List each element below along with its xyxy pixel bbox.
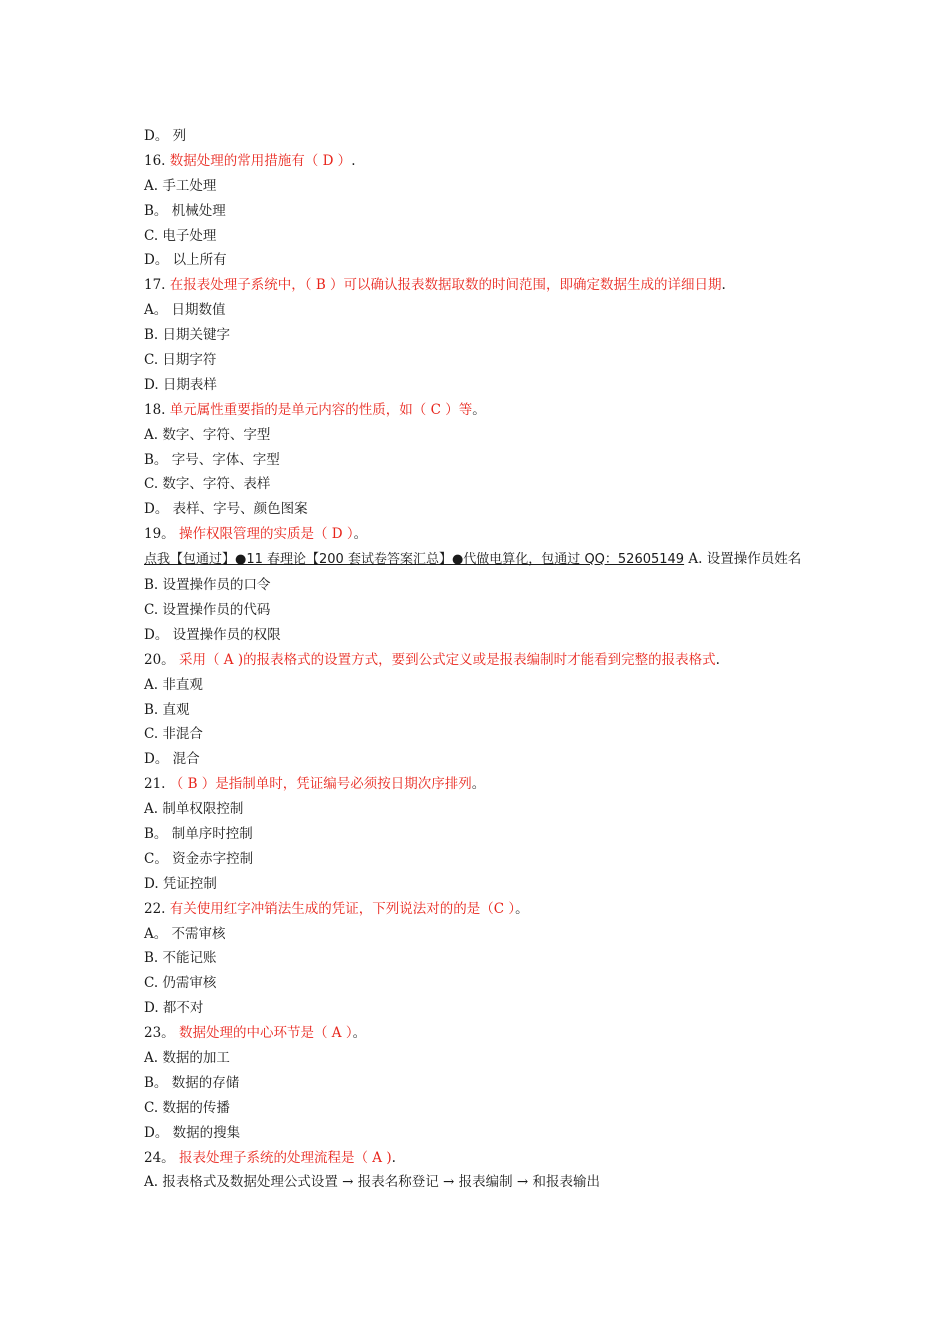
question-line [144,1146,814,1171]
question-text: 数据处理的常用措施有（ D ） [169,152,352,169]
question-number: 19。 [144,526,175,543]
question-text: 有关使用红字冲销法生成的凭证，下列说法对的的是（C ） [169,900,516,917]
option-line: C. 非混合 [144,726,203,743]
option-line: C. 仍需审核 [144,975,217,992]
option-line: A。 不需审核 [144,925,226,942]
option-line: C. 数字、字符、表样 [144,476,271,493]
option-line: D。 表样、字号、颜色图案 [144,501,308,518]
question-block-2 [144,573,814,1195]
promo-rest: A. 设置操作员姓名 [684,551,802,568]
option-line: B。 制单序时控制 [144,825,253,842]
promo-line [144,547,814,573]
question-text: 采用（ A )的报表格式的设置方式，要到公式定义或是报表编制时才能看到完整的报表格式 [178,651,716,668]
promo-link[interactable]: 点我【包通过】●11 春理论【200 套试卷答案汇总】●代做电算化，包通过 QQ：52605149 [144,552,685,568]
option-line: C. 数据的传播 [144,1099,230,1116]
question-tail: 。 [515,900,529,917]
option-line: D。 以上所有 [144,252,227,269]
option-line: D. 都不对 [144,1000,204,1017]
option-line: A. 手工处理 [144,177,217,194]
option-line: B. 设置操作员的口令 [144,577,271,594]
option-line: B。 字号、字体、字型 [144,451,280,468]
option-line: B. 日期关键字 [144,327,231,344]
question-number: 20。 [144,651,175,668]
option-line: B。 数据的存储 [144,1074,240,1091]
question-tail: 。 [472,401,486,418]
question-text: 操作权限管理的实质是（ D ） [178,526,354,543]
question-number: 18. [144,401,166,418]
option-line: C。 资金赤字控制 [144,850,254,867]
option-line: A。 日期数值 [144,302,226,319]
option-line: D. 日期表样 [144,376,217,393]
question-tail: . [351,152,356,169]
question-text: 数据处理的中心环节是（ A ） [178,1025,353,1042]
option-line: A. 数字、字符、字型 [144,426,271,443]
question-line [144,772,814,797]
question-line [144,273,814,298]
question-text: 报表处理子系统的处理流程是（ A ) [178,1149,392,1166]
question-tail: . [721,277,726,294]
option-line: D。 设置操作员的权限 [144,626,281,643]
option-line: C. 日期字符 [144,352,217,369]
question-tail: 。 [353,526,368,543]
question-tail: . [715,651,720,668]
question-tail: . [391,1149,396,1166]
question-number: 24。 [144,1149,175,1166]
question-line [144,149,814,174]
option-line: D。 数据的搜集 [144,1124,241,1141]
question-number: 22. [144,900,166,917]
question-text: （ B ）是指制单时，凭证编号必须按日期次序排列 [169,776,472,793]
option-line: D。 混合 [144,751,200,768]
option-line: D。 列 [144,128,187,144]
question-line [144,522,814,547]
question-text: 单元属性重要指的是单元内容的性质，如（ C ）等 [169,401,473,418]
question-block-1 [144,124,814,547]
question-number: 21. [144,776,166,793]
question-line [144,1021,814,1046]
question-tail: 。 [352,1025,367,1042]
question-number: 23。 [144,1025,175,1042]
question-text: 在报表处理子系统中，（ B ）可以确认报表数据取数的时间范围，即确定数据生成的详细日期 [169,277,722,294]
option-line: A. 数据的加工 [144,1049,230,1066]
question-line [144,897,814,922]
question-number: 16. [144,152,166,169]
option-line: A. 制单权限控制 [144,801,244,818]
document-page [144,124,814,1195]
option-line: C. 设置操作员的代码 [144,601,271,618]
option-line: D. 凭证控制 [144,875,217,892]
question-tail: 。 [471,776,486,793]
option-line: A. 报表格式及数据处理公式设置 → 报表名称登记 → 报表编制 → 和报表输出 [144,1174,601,1191]
question-line [144,648,814,673]
option-line: B. 直观 [144,701,190,718]
option-line: B. 不能记账 [144,950,217,967]
option-line: C. 电子处理 [144,227,217,244]
option-line: B。 机械处理 [144,202,226,219]
question-line [144,398,814,423]
option-line: A. 非直观 [144,676,203,693]
question-number: 17. [144,277,166,294]
